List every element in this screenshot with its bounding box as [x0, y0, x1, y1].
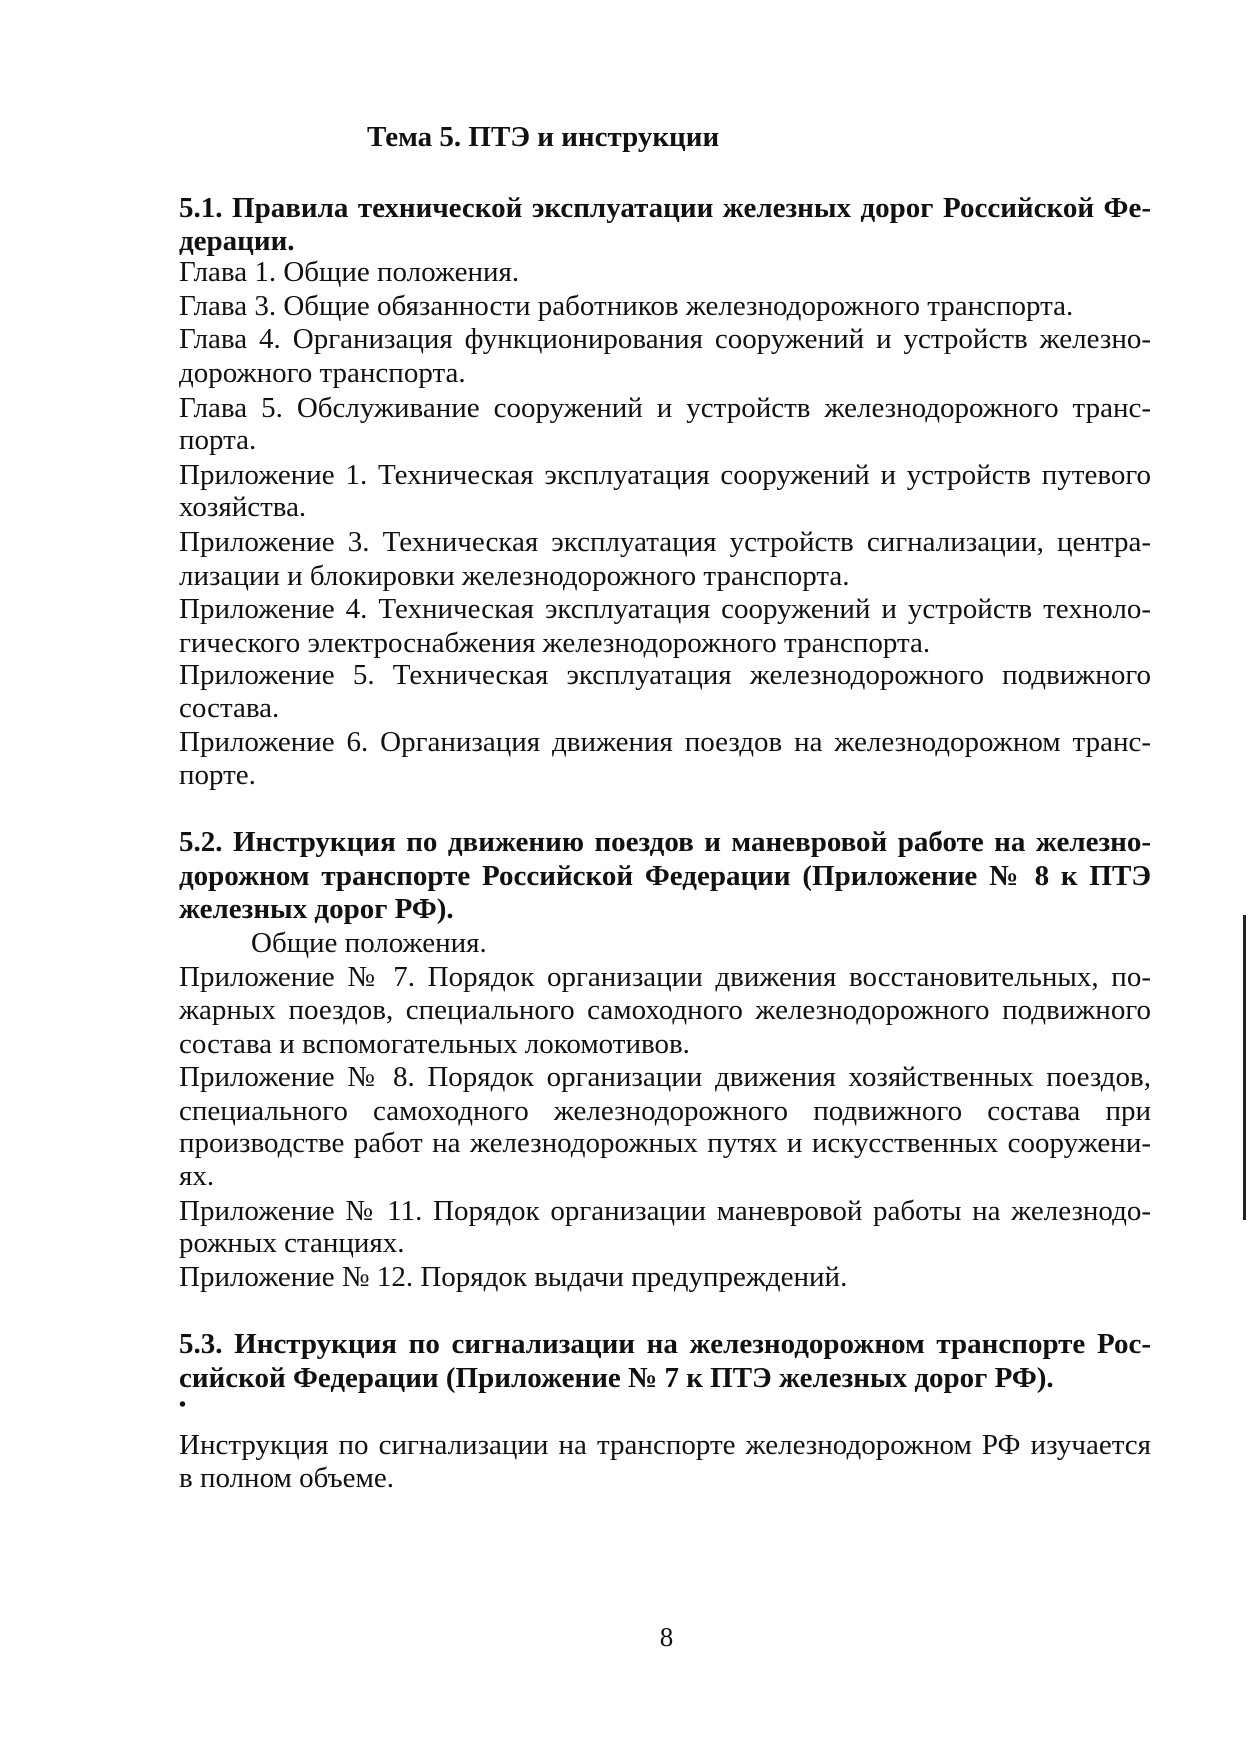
scan-edge-line	[1243, 915, 1246, 1220]
list-item: Приложение № 7. Порядок организации движения восстановительных, по-	[179, 961, 1151, 993]
bullet-mark: •	[179, 1394, 187, 1416]
section-heading: 5.3. Инструкция по сигнализации на железнодорожном транспорте Рос-	[179, 1328, 1151, 1360]
list-item: Общие положения.	[251, 927, 487, 959]
list-item: Приложение 4. Техническая эксплуатация сооружений и устройств техноло-	[179, 593, 1151, 625]
list-item: Приложение 6. Организация движения поездов на железнодорожном транс-	[179, 726, 1151, 758]
list-item: лизации и блокировки железнодорожного транспорта.	[179, 560, 850, 592]
list-item: Приложение № 11. Порядок организации маневровой работы на железнодо-	[179, 1195, 1151, 1227]
list-item: Приложение 3. Техническая эксплуатация устройств сигнализации, центра-	[179, 526, 1151, 558]
list-item: жарных поездов, специального самоходного железнодорожного подвижного	[179, 994, 1151, 1026]
list-item: производстве работ на железнодорожных путях и искусственных сооружени-	[179, 1127, 1151, 1159]
list-item: специального самоходного железнодорожного подвижного состава при	[179, 1095, 1151, 1127]
list-item: Приложение 1. Техническая эксплуатация сооружений и устройств путевого	[179, 459, 1151, 491]
list-item: Инструкция по сигнализации на транспорте железнодорожном РФ изучается	[179, 1429, 1151, 1461]
page-number: 8	[659, 1622, 674, 1652]
section-heading: 5.2. Инструкция по движению поездов и маневровой работе на железно-	[179, 826, 1151, 858]
section-heading: дорожном транспорте Российской Федерации (Приложение № 8 к ПТЭ	[179, 860, 1151, 892]
list-item: состава и вспомогательных локомотивов.	[179, 1028, 690, 1060]
list-item: порте.	[179, 759, 256, 791]
list-item: Глава 4. Организация функционирования сооружений и устройств железно-	[179, 323, 1151, 355]
list-item: ях.	[179, 1160, 215, 1192]
list-item: хозяйства.	[179, 491, 307, 523]
list-item: состава.	[179, 692, 280, 724]
list-item: Глава 5. Обслуживание сооружений и устройств железнодорожного транс-	[179, 392, 1151, 424]
section-heading: дерации.	[179, 225, 295, 257]
page-title: Тема 5. ПТЭ и инструкции	[367, 121, 720, 153]
list-item: в полном объеме.	[179, 1462, 394, 1494]
list-item: Глава 1. Общие положения.	[179, 256, 520, 288]
list-item: рожных станциях.	[179, 1227, 405, 1259]
list-item: гического электроснабжения железнодорожного транспорта.	[179, 627, 931, 659]
list-item: Приложение № 12. Порядок выдачи предупреждений.	[179, 1261, 848, 1293]
section-heading: железных дорог РФ).	[179, 893, 454, 925]
section-heading: сийской Федерации (Приложение № 7 к ПТЭ железных дорог РФ).	[179, 1362, 1054, 1394]
list-item: дорожного транспорта.	[179, 357, 466, 389]
list-item: Приложение № 8. Порядок организации движения хозяйственных поездов,	[179, 1061, 1151, 1093]
list-item: порта.	[179, 424, 257, 456]
list-item: Глава 3. Общие обязанности работников железнодорожного транспорта.	[179, 290, 1074, 322]
section-heading: 5.1. Правила технической эксплуатации железных дорог Российской Фе-	[179, 192, 1151, 224]
list-item: Приложение 5. Техническая эксплуатация железнодорожного подвижного	[179, 659, 1151, 691]
